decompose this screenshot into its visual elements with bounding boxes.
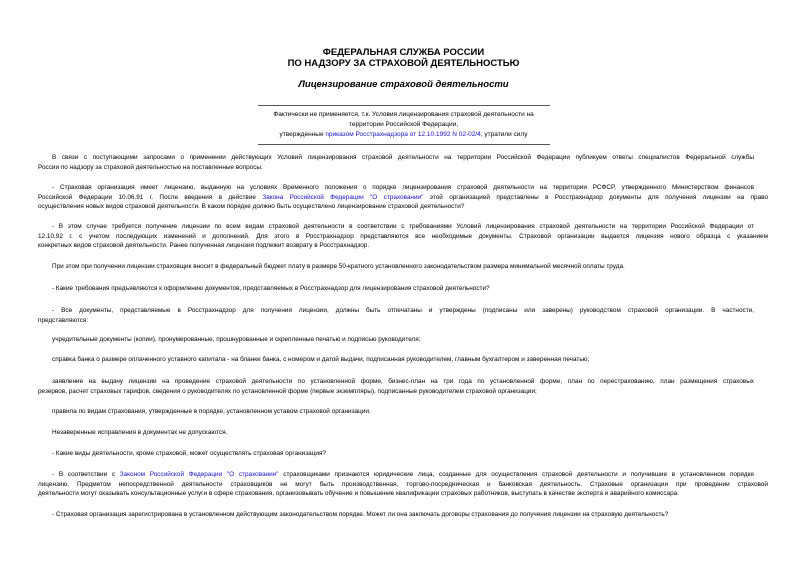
list-item-bank-certificate (38, 355, 768, 365)
paragraph-answer-3 (38, 470, 768, 499)
note-text-end: , утратили силу (480, 131, 528, 138)
paragraph-answer-1 (38, 222, 768, 251)
text-line: осуществления новых видов страховой деятельности. В каком порядке должно быть осуществлено лицензирование страховой деятельности? (38, 203, 465, 211)
header-line-2: ПО НАДЗОРУ ЗА СТРАХОВОЙ ДЕЯТЕЛЬНОСТЬЮ (287, 58, 520, 69)
paragraph-question-2 (38, 284, 768, 294)
list-item-application (38, 377, 768, 396)
text-line: резервов, расчет страховых тарифов, сведения о руководителях по установленной форме (первые экземпляры), подписанные руководителем страховой организации; (38, 387, 537, 395)
text-line: России по надзору за страховой деятельностью на поставленные вопросы. (38, 163, 263, 171)
text-segment: этой организацией представлены в Росстрахнадзор документы для получения лицензии на право (423, 193, 768, 201)
text-line: заявление на выдачу лицензии на проведение страховой деятельности по установленной форме, бизнес-план на три года по установленной форме, план по перестрахованию, план размещения страховых (52, 378, 754, 385)
list-item-rules (38, 407, 768, 417)
text-line: Незаверенные исправления в документах не допускаются. (52, 429, 228, 436)
paragraph-question-1 (38, 183, 768, 212)
paragraph-question-3 (38, 449, 768, 459)
law-link-2[interactable]: Законом Российской Федерации "О страховании" (119, 471, 279, 478)
paragraph-corrections (38, 428, 768, 438)
text-line: - В этом случае требуется получение лицензии по всем видам страховой деятельности в соответствии с требованиями Условий лицензирования страховой деятельности на территории Российской Федерации от (52, 223, 754, 230)
text-line (38, 470, 768, 480)
note-text: утвержденные (279, 131, 326, 138)
text-line: - Какие виды деятельности, кроме страховой, может осуществлять страховая организация? (52, 450, 326, 457)
text-line: лицензию. Предметом непосредственной деятельности страховщиков не могут быть производственная, торгово-посредническая и банковская деятельность. Страховые организации при проведении страховой (38, 480, 768, 488)
paragraph-question-4 (38, 510, 768, 520)
note-line-2: территории Российской Федерации, (348, 121, 459, 128)
text-line: - Какие требования предъявляются к оформлению документов, представляемых в Росстрахнадзор для лицензирования страховой деятельности? (52, 285, 490, 292)
text-line: правила по видам страхования, утвержденные в порядке, установленном уставом страховой организации. (52, 408, 371, 415)
law-link[interactable]: Закона Российской Федерации "О страховании" (262, 193, 424, 201)
text-line: деятельности могут оказывать консультационные услуги в сфере страхования, организовывать обучение и повышение квалификации страховых работников, выступать в качестве эксперта и аварийного комиссара. (38, 490, 679, 498)
text-line: справка банка о размере оплаченного уставного капитала - на бланке банка, с номером и датой выдачи, подписанная руководителем, главным бухгалтером и заверенная печатью; (52, 356, 590, 363)
text-line: учредительные документы (копии), пронумерованные, прошнурованные и скрепленные печатью и подписью руководителя; (52, 336, 421, 343)
header-line-1: ФЕДЕРАЛЬНАЯ СЛУЖБА РОССИИ (322, 47, 485, 58)
text-line: При этом при получении лицензии страховщик вносит в федеральный бюджет плату в размере 50-кратного установленного законодательством размера минимальной месячной оплаты труда. (52, 263, 625, 270)
text-line: - Страховая организация зарегистрирована в установленном действующим законодательством порядке. Может ли она заключать договоры страхования до получения лицензии на страховую деятельность? (52, 511, 669, 518)
text-line: 12.10.92 г. с учетом последующих изменений и дополнений. Для этого в Росстрахнадзор представляются все необходимые документы. Страховой организации выдается лицензия нового образца с указанием (38, 232, 768, 240)
document-title: Лицензирование страховой деятельности (298, 79, 509, 90)
text-line: - Все документы, представляемые в Росстрахнадзор для получения лицензии, должны быть отпечатаны и утверждены (подписаны или заверены) руководством страховой организации. В частности, (52, 307, 754, 314)
paragraph-answer-2 (38, 306, 768, 325)
text-line: конкретных видов страховой деятельности. Ранее полученная лицензия подлежит возврату в Росстрахнадзор. (38, 242, 370, 250)
divider-bottom (258, 144, 550, 145)
text-line: - Страховая организация имеет лицензию, выданную на условиях Временного положения о порядке лицензирования страховой деятельности на территории РСФСР, утвержденного Министерством финансов (52, 184, 754, 191)
text-segment: страховщиками признаются юридические лица, созданные для осуществления страховой деятельности и получившие в установленном порядке (278, 471, 755, 478)
text-line: представляются: (38, 316, 89, 324)
order-link[interactable]: приказом Росстрахнадзора от 12.10.1992 N 02-02/4 (325, 131, 481, 138)
text-line: В связи с поступающими запросами о применении действующих Условий лицензирования страховой деятельности на территории Российской Федерации публикуем ответы специалистов Федеральной службы (52, 154, 754, 161)
list-item-charter-docs (38, 335, 768, 345)
text-line (38, 193, 768, 203)
note-line-1: Фактически не применяется, т.к. Условия лицензирования страховой деятельности на (273, 111, 534, 118)
paragraph-intro (38, 153, 768, 172)
note-line-3 (0, 130, 807, 140)
divider-top (258, 105, 550, 106)
text-segment: Российской Федерации 10.06.91 г. После введения в действие (38, 193, 263, 201)
text-segment: - В соответствии с (52, 471, 120, 478)
paragraph-fee (38, 262, 768, 272)
